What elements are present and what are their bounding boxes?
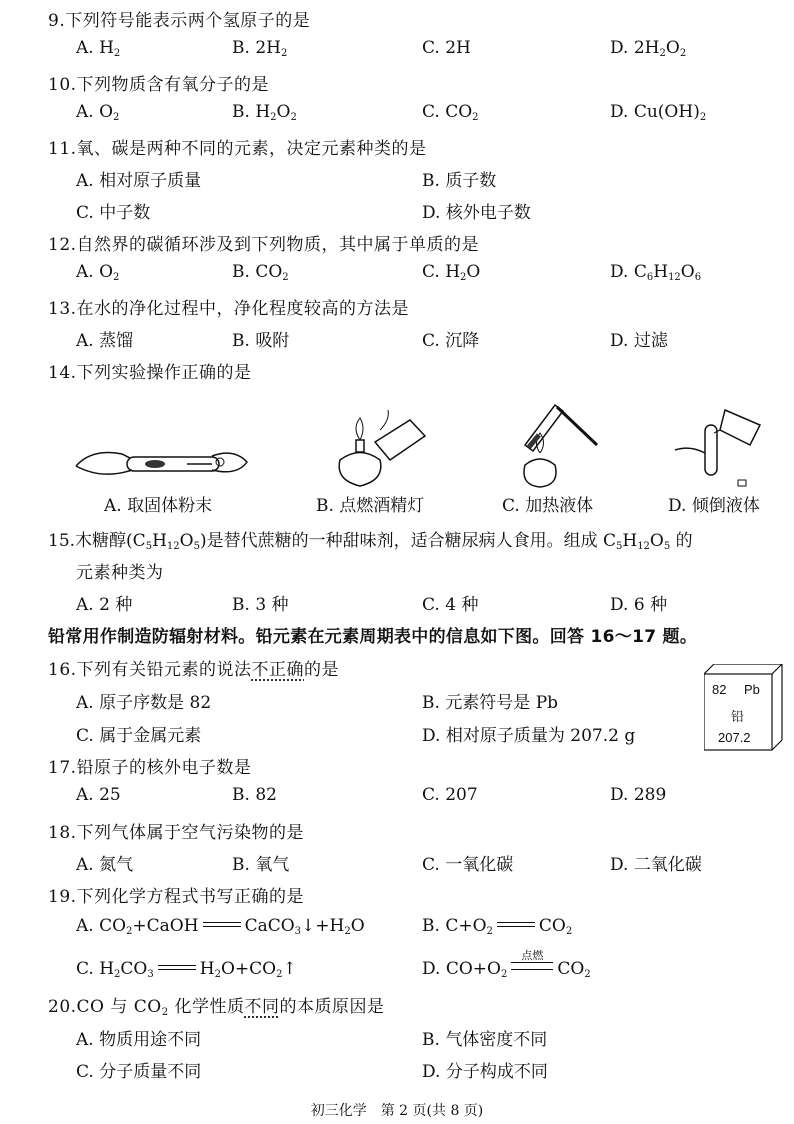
section-intro: 铅常用作制造防辐射材料。铅元素在元素周期表中的信息如下图。回答 16～17 题。 — [48, 627, 698, 647]
option: A. 相对原子质量 — [76, 171, 202, 191]
emphasis: 不同 — [244, 997, 280, 1017]
option: A. $H_2$ — [76, 38, 121, 59]
option: A. 氮气 — [76, 855, 134, 875]
option: A. 原子序数是 82 — [76, 693, 212, 713]
option: B. $H_2O_2$ — [232, 102, 297, 123]
question-11-stem: 11.氧、碳是两种不同的元素，决定元素种类的是 — [48, 139, 427, 159]
option: D. 二氧化碳 — [610, 855, 702, 875]
option: D. $C_6H_{12}O_6$ — [610, 262, 702, 283]
powder-spatula-figure — [72, 440, 252, 485]
equation-c: C. $H_2CO_3$ $H_2O+CO_2↑$ — [76, 959, 297, 980]
option: A. 25 — [76, 785, 121, 805]
alcohol-lamp-figure — [330, 400, 430, 490]
option: C. 中子数 — [76, 203, 151, 223]
figure-caption-c: C. 加热液体 — [502, 496, 594, 516]
option: B. 气体密度不同 — [422, 1030, 548, 1050]
option: D. $2H_2O_2$ — [610, 38, 687, 59]
option: D. 6 种 — [610, 595, 668, 615]
option: B. 3 种 — [232, 595, 289, 615]
option: A. 2 种 — [76, 595, 133, 615]
option: B. $CO_2$ — [232, 262, 289, 283]
option: C. 2H — [422, 38, 471, 58]
question-9-stem: 9.下列符号能表示两个氢原子的是 — [48, 11, 311, 31]
option: D. 分子构成不同 — [422, 1062, 548, 1082]
figure-caption-a: A. 取固体粉末 — [104, 496, 213, 516]
emphasis: 不正确 — [251, 660, 305, 680]
option: D. 相对原子质量为 207.2 g — [422, 726, 636, 746]
equation-d: D. $CO+O_2$ 点燃 $CO_2$ — [422, 949, 591, 980]
option: D. 289 — [610, 785, 667, 805]
option: B. 氧气 — [232, 855, 290, 875]
option: B. 元素符号是 Pb — [422, 693, 559, 713]
option: A. 物质用途不同 — [76, 1030, 202, 1050]
atomic-mass: 207.2 — [718, 730, 751, 745]
element-name: 铅 — [731, 710, 745, 725]
option: B. 吸附 — [232, 331, 290, 351]
option: C. 一氧化碳 — [422, 855, 514, 875]
option: C. 沉降 — [422, 331, 480, 351]
option: B. 82 — [232, 785, 277, 805]
question-18-stem: 18.下列气体属于空气污染物的是 — [48, 823, 305, 843]
option: D. $Cu(OH)_2$ — [610, 102, 707, 123]
question-15-stem: 15.木糖醇$(C_5H_{12}O_5)$是替代蔗糖的一种甜味剂，适合糖尿病人食用。组成 $C_5H_{12}O_5$ 的 — [48, 531, 693, 552]
option: A. 蒸馏 — [76, 331, 134, 351]
figure-caption-d: D. 倾倒液体 — [668, 496, 760, 516]
question-16-stem: 16.下列有关铅元素的说法不正确的是 — [48, 660, 340, 680]
option: C. $H_2O$ — [422, 262, 481, 283]
option: D. 核外电子数 — [422, 203, 531, 223]
question-15-stem-line2: 元素种类为 — [76, 563, 164, 583]
equation-b: B. $C+O_2$ $CO_2$ — [422, 916, 573, 937]
option: C. 4 种 — [422, 595, 479, 615]
equation-a: A. $CO_2+CaOH$ $CaCO_3↓+H_2O$ — [76, 916, 365, 937]
option: A. $O_2$ — [76, 102, 120, 123]
option: A. $O_2$ — [76, 262, 120, 283]
question-14-stem: 14.下列实验操作正确的是 — [48, 363, 252, 383]
option: B. 质子数 — [422, 171, 497, 191]
question-20-stem: 20.CO 与 $CO_2$ 化学性质不同的本质原因是 — [48, 997, 385, 1018]
atomic-number: 82 — [712, 682, 727, 697]
question-12-stem: 12.自然界的碳循环涉及到下列物质，其中属于单质的是 — [48, 235, 480, 255]
option: C. 属于金属元素 — [76, 726, 202, 746]
heating-liquid-figure — [505, 395, 605, 490]
question-17-stem: 17.铅原子的核外电子数是 — [48, 758, 252, 778]
question-13-stem: 13.在水的净化过程中，净化程度较高的方法是 — [48, 299, 410, 319]
figure-caption-b: B. 点燃酒精灯 — [316, 496, 425, 516]
element-symbol: Pb — [744, 682, 760, 697]
question-19-stem: 19.下列化学方程式书写正确的是 — [48, 887, 305, 907]
pouring-liquid-figure — [670, 405, 770, 490]
periodic-element-cell — [704, 664, 780, 750]
option: C. 207 — [422, 785, 478, 805]
option: D. 过滤 — [610, 331, 668, 351]
option: C. 分子质量不同 — [76, 1062, 202, 1082]
page-footer: 初三化学 第 2 页(共 8 页) — [310, 1103, 484, 1119]
question-10-stem: 10.下列物质含有氧分子的是 — [48, 75, 270, 95]
option: C. $CO_2$ — [422, 102, 479, 123]
option: B. $2H_2$ — [232, 38, 288, 59]
